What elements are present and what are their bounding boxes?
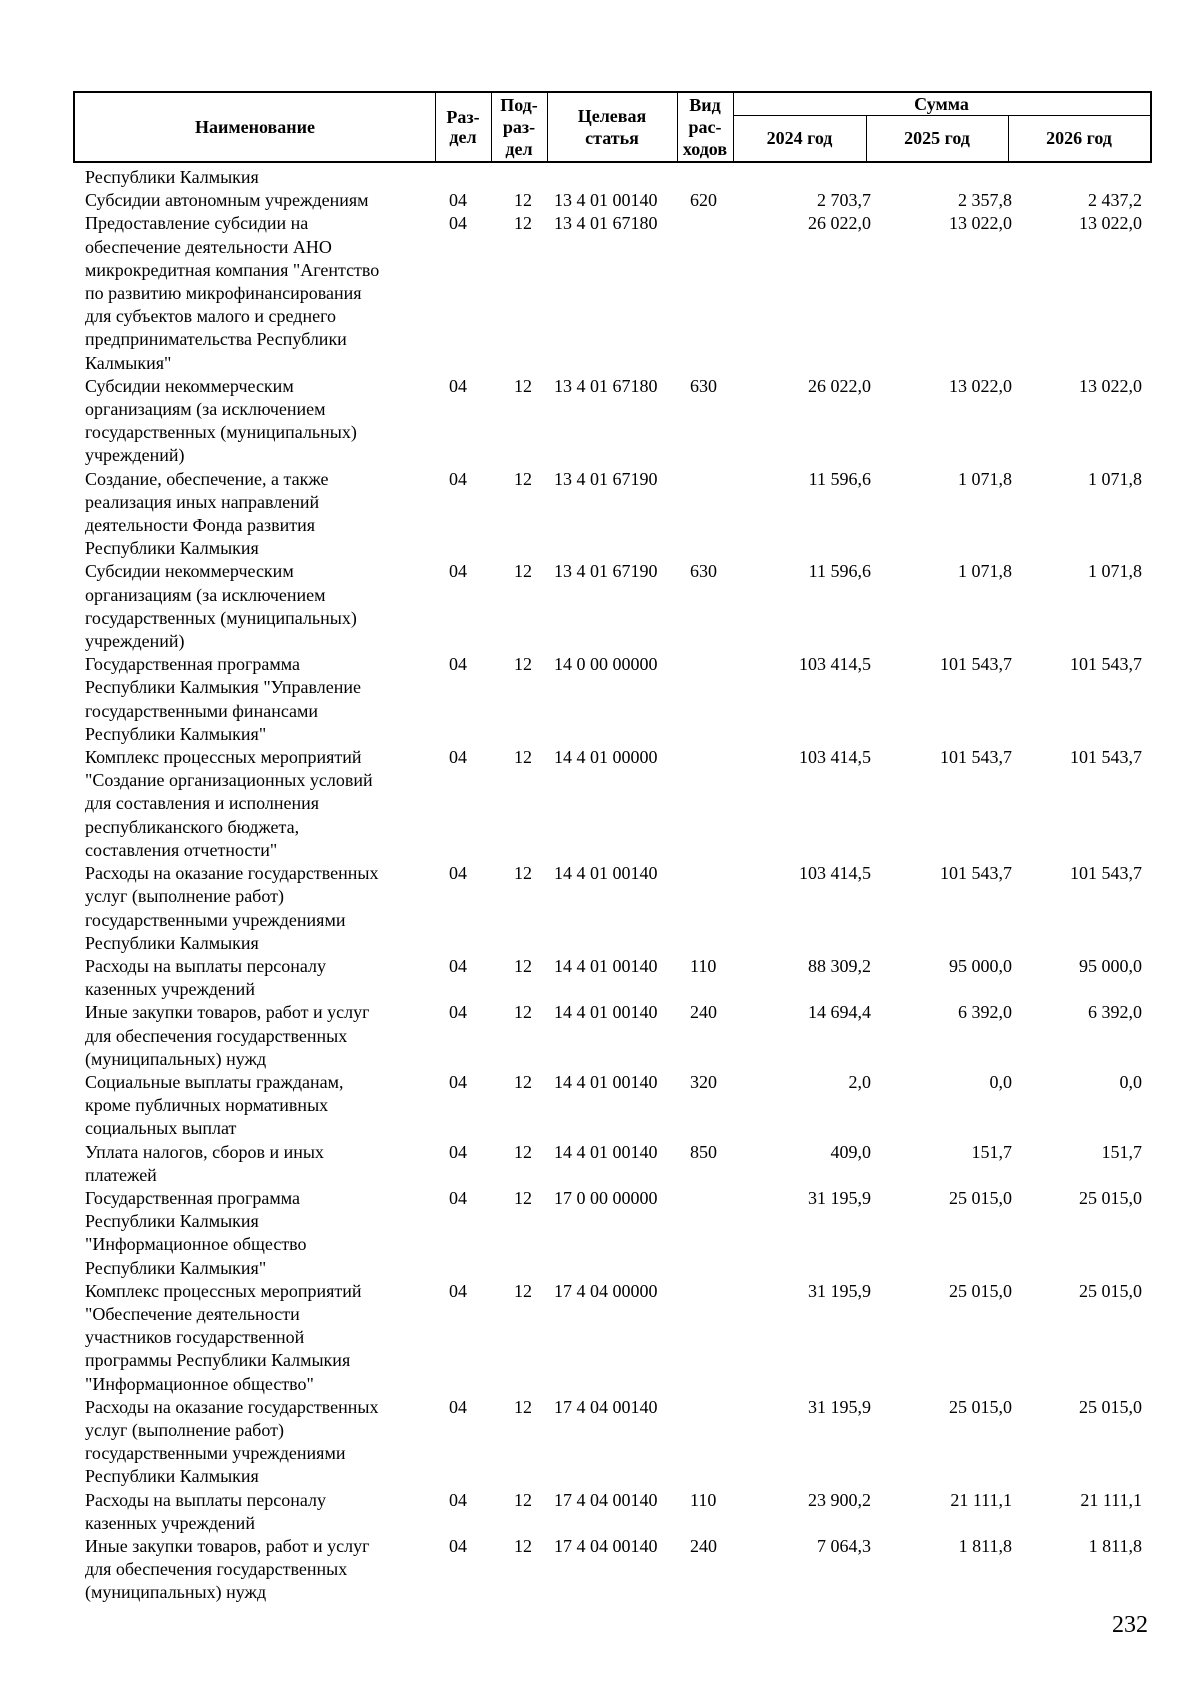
row-sum-2026: 13 022,0 xyxy=(1079,213,1142,234)
row-name: Субсидии автономным учреждениям xyxy=(85,190,369,211)
row-sum-2026: 25 015,0 xyxy=(1079,1187,1142,1208)
row-name: Государственная программа Республики Калмыкия "Информационное общество Республики Калмыкия" xyxy=(85,1187,307,1278)
row-statya: 14 4 01 00140 xyxy=(554,1002,658,1023)
row-name: Расходы на выплаты персоналу казенных учреждений xyxy=(85,1489,326,1533)
row-sum-2026: 1 811,8 xyxy=(1088,1535,1142,1556)
row-sum-2026: 1 071,8 xyxy=(1088,561,1142,582)
row-sum-2024: 26 022,0 xyxy=(808,213,871,234)
table-row xyxy=(73,375,1152,468)
row-sum-2026: 2 437,2 xyxy=(1088,190,1142,211)
row-sum-2024: 23 900,2 xyxy=(808,1489,871,1510)
row-razdel: 04 xyxy=(449,1071,467,1092)
row-sum-2024: 103 414,5 xyxy=(799,654,871,675)
table-row xyxy=(73,166,1152,189)
row-vid: 320 xyxy=(690,1071,717,1092)
row-sum-2024: 88 309,2 xyxy=(808,955,871,976)
row-name: Социальные выплаты гражданам, кроме публичных нормативных социальных выплат xyxy=(85,1071,344,1139)
row-podrazdel: 12 xyxy=(514,1187,532,1208)
table-row xyxy=(73,653,1152,746)
row-podrazdel: 12 xyxy=(514,468,532,489)
row-name: Комплекс процессных мероприятий "Обеспечение деятельности участников государственной программы Республики Калмыкия "Информационное общество" xyxy=(85,1280,362,1394)
row-sum-2025: 0,0 xyxy=(989,1071,1012,1092)
row-sum-2026: 25 015,0 xyxy=(1079,1396,1142,1417)
table-row xyxy=(73,1280,1152,1396)
row-sum-2026: 95 000,0 xyxy=(1079,955,1142,976)
row-sum-2025: 13 022,0 xyxy=(949,375,1012,396)
row-statya: 17 4 04 00000 xyxy=(554,1280,658,1301)
row-podrazdel: 12 xyxy=(514,1141,532,1162)
row-name: Республики Калмыкия xyxy=(85,167,259,187)
row-statya: 13 4 01 67180 xyxy=(554,375,658,396)
row-podrazdel: 12 xyxy=(514,654,532,675)
row-statya: 17 4 04 00140 xyxy=(554,1396,658,1417)
row-sum-2026: 151,7 xyxy=(1101,1141,1142,1162)
row-sum-2025: 6 392,0 xyxy=(958,1002,1012,1023)
table-row xyxy=(73,1141,1152,1187)
row-name: Уплата налогов, сборов и иных платежей xyxy=(85,1141,324,1185)
row-razdel: 04 xyxy=(449,468,467,489)
row-vid: 620 xyxy=(690,190,717,211)
row-sum-2025: 1 071,8 xyxy=(958,468,1012,489)
row-sum-2025: 2 357,8 xyxy=(958,190,1012,211)
row-razdel: 04 xyxy=(449,1002,467,1023)
row-name: Государственная программа Республики Калмыкия "Управление государственными финансами Республики Калмыкия" xyxy=(85,654,361,744)
row-sum-2026: 101 543,7 xyxy=(1070,863,1142,884)
row-vid: 630 xyxy=(690,375,717,396)
row-podrazdel: 12 xyxy=(514,747,532,768)
table-row xyxy=(73,862,1152,955)
row-sum-2025: 101 543,7 xyxy=(940,654,1012,675)
row-sum-2024: 11 596,6 xyxy=(808,561,871,582)
header-year-2026: 2026 год xyxy=(1046,128,1112,148)
row-podrazdel: 12 xyxy=(514,1280,532,1301)
row-razdel: 04 xyxy=(449,1280,467,1301)
row-statya: 14 4 01 00140 xyxy=(554,1071,658,1092)
row-statya: 13 4 01 00140 xyxy=(554,190,658,211)
row-podrazdel: 12 xyxy=(514,1535,532,1556)
row-sum-2026: 0,0 xyxy=(1119,1071,1142,1092)
row-sum-2024: 7 064,3 xyxy=(817,1535,871,1556)
row-sum-2024: 409,0 xyxy=(830,1141,871,1162)
row-name: Расходы на оказание государственных услуг (выполнение работ) государственными учреждениями Республики Калмыкия xyxy=(85,863,379,953)
table-header xyxy=(73,91,1152,163)
header-statya: Целевая статья xyxy=(577,106,647,148)
page-number: 232 xyxy=(1112,1612,1148,1638)
row-sum-2025: 25 015,0 xyxy=(949,1187,1012,1208)
table-row xyxy=(73,212,1152,374)
row-name: Иные закупки товаров, работ и услуг для обеспечения государственных (муниципальных) нужд xyxy=(85,1002,370,1069)
row-name: Расходы на оказание государственных услуг (выполнение работ) государственными учреждениями Республики Калмыкия xyxy=(85,1396,379,1487)
row-podrazdel: 12 xyxy=(514,213,532,234)
header-vid: Вид рас- ходов xyxy=(682,95,728,159)
row-statya: 14 4 01 00140 xyxy=(554,1141,658,1162)
row-podrazdel: 12 xyxy=(514,1071,532,1092)
row-podrazdel: 12 xyxy=(514,561,532,582)
row-name: Комплекс процессных мероприятий "Создание организационных условий для составления и исполнения республиканского бюджета, составления отчетности" xyxy=(85,747,373,860)
table-row xyxy=(73,189,1152,212)
row-razdel: 04 xyxy=(449,1187,467,1208)
row-podrazdel: 12 xyxy=(514,190,532,211)
row-sum-2026: 101 543,7 xyxy=(1070,747,1142,768)
row-podrazdel: 12 xyxy=(514,863,532,884)
row-name: Иные закупки товаров, работ и услуг для обеспечения государственных (муниципальных) нужд xyxy=(85,1535,370,1603)
row-razdel: 04 xyxy=(449,1141,467,1162)
row-sum-2024: 14 694,4 xyxy=(808,1002,871,1023)
row-razdel: 04 xyxy=(449,190,467,211)
row-name: Субсидии некоммерческим организациям (за исключением государственных (муниципальных) учреждений) xyxy=(85,375,357,466)
row-sum-2025: 1 071,8 xyxy=(958,561,1012,582)
row-statya: 13 4 01 67190 xyxy=(554,561,658,582)
row-podrazdel: 12 xyxy=(514,955,532,976)
row-podrazdel: 12 xyxy=(514,1489,532,1510)
row-razdel: 04 xyxy=(449,1489,467,1510)
row-sum-2025: 25 015,0 xyxy=(949,1396,1012,1417)
row-sum-2024: 26 022,0 xyxy=(808,375,871,396)
row-statya: 14 4 01 00140 xyxy=(554,955,658,976)
row-sum-2025: 25 015,0 xyxy=(949,1280,1012,1301)
row-vid: 110 xyxy=(690,1489,717,1510)
row-sum-2024: 2,0 xyxy=(848,1071,871,1092)
row-sum-2024: 103 414,5 xyxy=(799,747,871,768)
row-name: Расходы на выплаты персоналу казенных учреждений xyxy=(85,955,326,1000)
row-razdel: 04 xyxy=(449,561,467,582)
row-sum-2026: 21 111,1 xyxy=(1080,1489,1142,1510)
table-row xyxy=(73,560,1152,653)
row-statya: 17 4 04 00140 xyxy=(554,1489,658,1510)
row-podrazdel: 12 xyxy=(514,1396,532,1417)
table-body xyxy=(73,166,1152,1605)
table-row xyxy=(73,1001,1152,1071)
row-razdel: 04 xyxy=(449,1535,467,1556)
row-razdel: 04 xyxy=(449,863,467,884)
row-sum-2024: 2 703,7 xyxy=(817,190,871,211)
row-statya: 13 4 01 67180 xyxy=(554,213,658,234)
row-podrazdel: 12 xyxy=(514,375,532,396)
row-sum-2025: 21 111,1 xyxy=(950,1489,1012,1510)
row-sum-2024: 31 195,9 xyxy=(808,1396,871,1417)
row-sum-2026: 25 015,0 xyxy=(1079,1280,1142,1301)
row-sum-2026: 1 071,8 xyxy=(1088,468,1142,489)
row-statya: 17 4 04 00140 xyxy=(554,1535,658,1556)
row-sum-2026: 13 022,0 xyxy=(1079,375,1142,396)
table-row xyxy=(73,1396,1152,1489)
row-podrazdel: 12 xyxy=(514,1002,532,1023)
row-sum-2025: 1 811,8 xyxy=(958,1535,1012,1556)
row-vid: 110 xyxy=(690,955,717,976)
row-razdel: 04 xyxy=(449,654,467,675)
row-sum-2025: 151,7 xyxy=(971,1141,1012,1162)
row-statya: 13 4 01 67190 xyxy=(554,468,658,489)
row-sum-2025: 13 022,0 xyxy=(949,213,1012,234)
table-row xyxy=(73,955,1152,1001)
row-sum-2026: 6 392,0 xyxy=(1088,1002,1142,1023)
row-razdel: 04 xyxy=(449,747,467,768)
row-name: Субсидии некоммерческим организациям (за исключением государственных (муниципальных) учреждений) xyxy=(85,561,357,652)
row-razdel: 04 xyxy=(449,1396,467,1417)
row-sum-2025: 101 543,7 xyxy=(940,863,1012,884)
header-year-2024: 2024 год xyxy=(766,128,833,148)
row-vid: 240 xyxy=(690,1535,717,1556)
row-sum-2025: 101 543,7 xyxy=(940,747,1012,768)
table-row xyxy=(73,1071,1152,1141)
row-sum-2024: 31 195,9 xyxy=(808,1280,871,1301)
row-razdel: 04 xyxy=(449,955,467,976)
header-razdel: Раз- дел xyxy=(446,107,480,147)
header-name: Наименование xyxy=(195,117,315,137)
row-name: Создание, обеспечение, а также реализация иных направлений деятельности Фонда развития Республики Калмыкия xyxy=(85,468,329,559)
header-summa: Сумма xyxy=(914,94,969,114)
table-row xyxy=(73,1187,1152,1280)
row-razdel: 04 xyxy=(449,375,467,396)
row-vid: 630 xyxy=(690,561,717,582)
row-sum-2025: 95 000,0 xyxy=(949,955,1012,976)
table-row xyxy=(73,1535,1152,1605)
table-row xyxy=(73,1489,1152,1535)
row-statya: 14 4 01 00140 xyxy=(554,863,658,884)
row-sum-2024: 103 414,5 xyxy=(799,863,871,884)
row-sum-2024: 11 596,6 xyxy=(808,468,871,489)
row-vid: 850 xyxy=(690,1141,717,1162)
row-razdel: 04 xyxy=(449,213,467,234)
row-sum-2026: 101 543,7 xyxy=(1070,654,1142,675)
header-year-2025: 2025 год xyxy=(904,128,970,148)
row-name: Предоставление субсидии на обеспечение деятельности АНО микрокредитная компания "Агентство по развитию микрофинансирования для субъектов малого и среднего предпринимательства Республики Калмыкия" xyxy=(85,213,380,373)
table-row xyxy=(73,746,1152,862)
row-statya: 14 0 00 00000 xyxy=(554,654,658,675)
header-podrazdel: Под- раз- дел xyxy=(500,95,538,159)
table-row xyxy=(73,468,1152,561)
row-statya: 17 0 00 00000 xyxy=(554,1187,658,1208)
row-vid: 240 xyxy=(690,1002,717,1023)
row-sum-2024: 31 195,9 xyxy=(808,1187,871,1208)
row-statya: 14 4 01 00000 xyxy=(554,747,658,768)
